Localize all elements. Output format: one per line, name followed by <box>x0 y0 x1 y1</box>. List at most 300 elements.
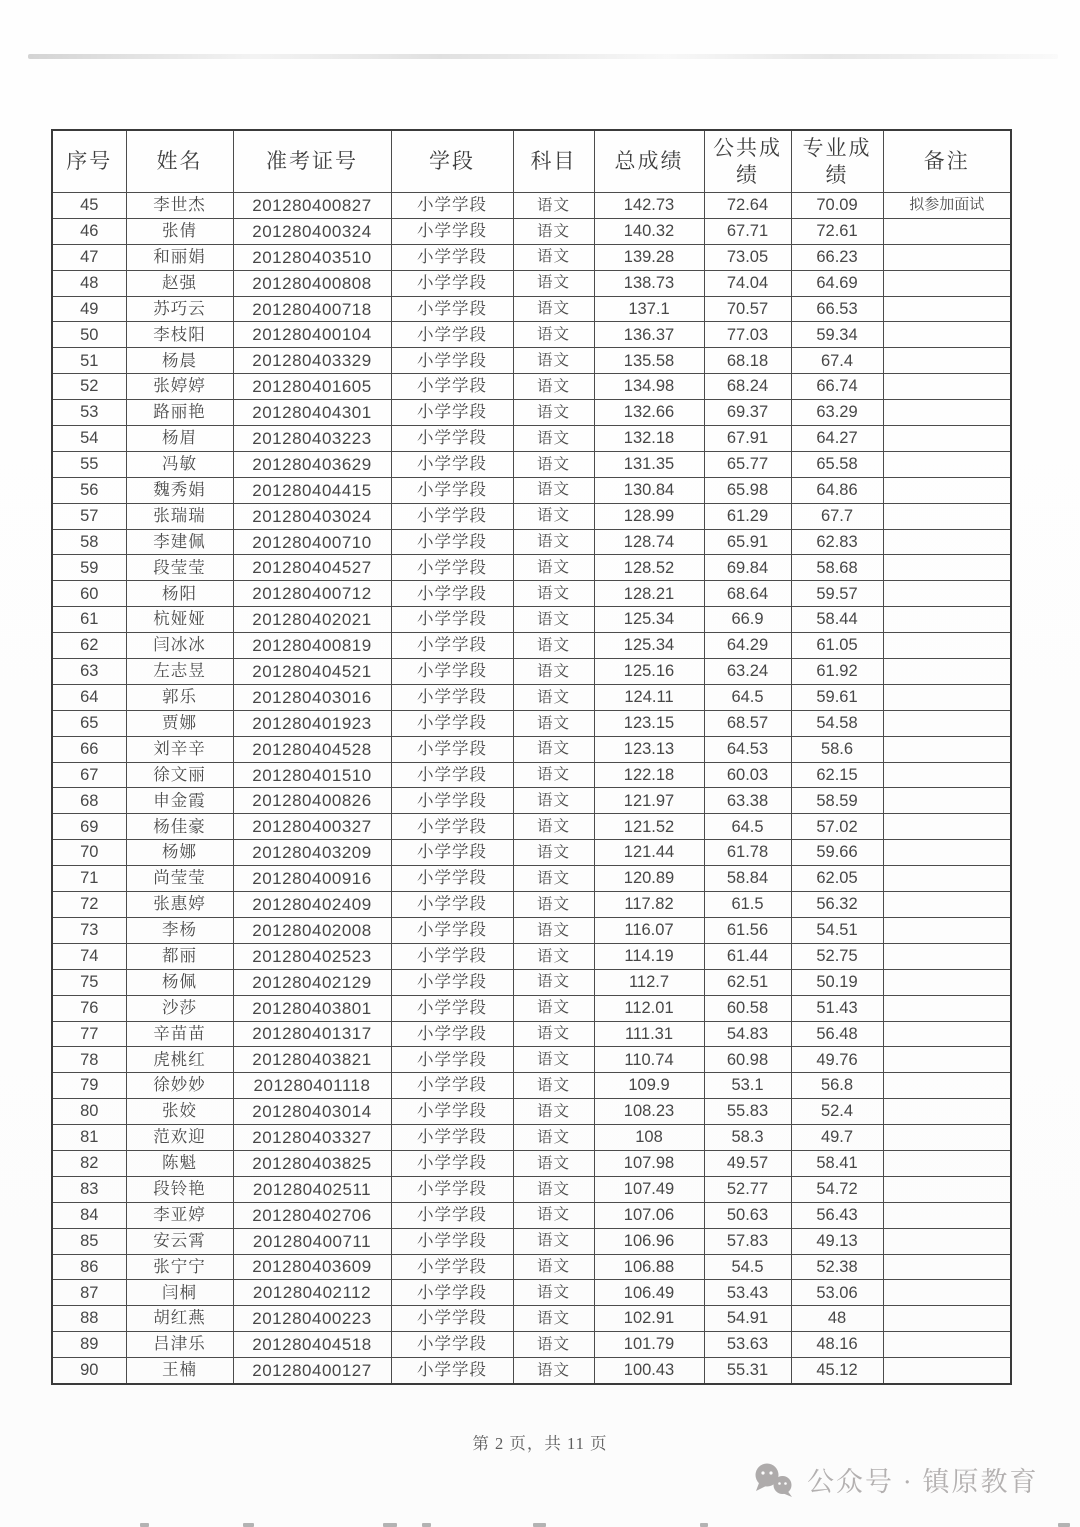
table-cell: 55.83 <box>704 1099 791 1125</box>
table-cell: 72.61 <box>791 218 883 244</box>
table-cell: 60.98 <box>704 1047 791 1073</box>
scan-artifact <box>533 1523 546 1527</box>
table-cell: 魏秀娟 <box>126 477 233 503</box>
table-cell <box>883 1176 1011 1202</box>
table-cell: 130.84 <box>594 477 704 503</box>
table-row <box>52 943 1011 969</box>
table-row <box>52 1021 1011 1047</box>
table-cell: 78 <box>52 1047 126 1073</box>
table-row <box>52 218 1011 244</box>
table-cell: 小学学段 <box>391 348 513 374</box>
table-cell: 68.24 <box>704 374 791 400</box>
table-cell: 61.56 <box>704 917 791 943</box>
scan-artifact <box>243 1523 254 1527</box>
table-cell: 54.83 <box>704 1021 791 1047</box>
table-cell: 69 <box>52 814 126 840</box>
table-cell: 小学学段 <box>391 1254 513 1280</box>
table-cell: 55 <box>52 451 126 477</box>
table-cell: 语文 <box>513 710 594 736</box>
table-cell: 语文 <box>513 193 594 219</box>
table-cell: 64.27 <box>791 426 883 452</box>
table-row <box>52 659 1011 685</box>
table-row <box>52 296 1011 322</box>
table-cell: 都丽 <box>126 943 233 969</box>
table-cell: 49.76 <box>791 1047 883 1073</box>
table-cell <box>883 581 1011 607</box>
table-cell: 语文 <box>513 866 594 892</box>
table-cell: 60.03 <box>704 762 791 788</box>
table-cell: 50.19 <box>791 969 883 995</box>
table-cell: 56.48 <box>791 1021 883 1047</box>
table-cell: 139.28 <box>594 244 704 270</box>
table-cell: 李建佩 <box>126 529 233 555</box>
table-cell: 小学学段 <box>391 1280 513 1306</box>
table-cell: 胡红燕 <box>126 1306 233 1332</box>
table-cell: 201280400223 <box>233 1306 391 1332</box>
table-cell: 61.5 <box>704 892 791 918</box>
table-cell: 语文 <box>513 1358 594 1384</box>
table-cell: 201280403821 <box>233 1047 391 1073</box>
table-cell: 201280403510 <box>233 244 391 270</box>
table-cell: 语文 <box>513 477 594 503</box>
table-cell: 55.31 <box>704 1358 791 1384</box>
table-cell: 58.3 <box>704 1125 791 1151</box>
table-cell: 68.18 <box>704 348 791 374</box>
scan-artifact <box>383 1523 397 1527</box>
table-cell: 101.79 <box>594 1332 704 1358</box>
table-cell: 63.24 <box>704 659 791 685</box>
table-cell: 小学学段 <box>391 426 513 452</box>
table-cell: 201280403629 <box>233 451 391 477</box>
table-row <box>52 892 1011 918</box>
table-cell <box>883 814 1011 840</box>
table-cell: 64 <box>52 684 126 710</box>
table-cell: 语文 <box>513 555 594 581</box>
table-row <box>52 607 1011 633</box>
table-cell: 125.34 <box>594 607 704 633</box>
table-cell: 53.43 <box>704 1280 791 1306</box>
table-cell: 90 <box>52 1358 126 1384</box>
table-cell: 小学学段 <box>391 1150 513 1176</box>
table-cell: 76 <box>52 995 126 1021</box>
table-cell: 201280403209 <box>233 840 391 866</box>
table-cell <box>883 555 1011 581</box>
table-cell <box>883 633 1011 659</box>
table-cell: 语文 <box>513 607 594 633</box>
table-cell: 语文 <box>513 917 594 943</box>
table-cell: 小学学段 <box>391 1047 513 1073</box>
table-cell <box>883 270 1011 296</box>
table-cell: 58.59 <box>791 788 883 814</box>
table-cell: 128.52 <box>594 555 704 581</box>
table-cell: 小学学段 <box>391 1099 513 1125</box>
table-cell: 201280403223 <box>233 426 391 452</box>
table-cell: 63 <box>52 659 126 685</box>
table-cell: 45.12 <box>791 1358 883 1384</box>
table-cell: 和丽娟 <box>126 244 233 270</box>
table-row <box>52 451 1011 477</box>
table-cell: 小学学段 <box>391 1021 513 1047</box>
table-cell: 拟参加面试 <box>883 193 1011 219</box>
table-cell: 201280401923 <box>233 710 391 736</box>
table-row <box>52 270 1011 296</box>
table-cell: 73.05 <box>704 244 791 270</box>
table-cell: 48 <box>52 270 126 296</box>
table-cell: 语文 <box>513 995 594 1021</box>
table-cell: 语文 <box>513 892 594 918</box>
table-cell: 张姣 <box>126 1099 233 1125</box>
table-cell: 110.74 <box>594 1047 704 1073</box>
table-row <box>52 1228 1011 1254</box>
table-cell: 小学学段 <box>391 193 513 219</box>
wechat-account-label: 公众号 · 镇原教育 <box>807 1467 1039 1497</box>
table-cell: 106.96 <box>594 1228 704 1254</box>
table-cell: 74 <box>52 943 126 969</box>
table-cell <box>883 1228 1011 1254</box>
table-cell: 201280402021 <box>233 607 391 633</box>
table-cell: 徐文丽 <box>126 762 233 788</box>
table-cell <box>883 788 1011 814</box>
table-cell: 69.84 <box>704 555 791 581</box>
table-cell: 小学学段 <box>391 866 513 892</box>
table-cell: 137.1 <box>594 296 704 322</box>
table-cell: 辛苗苗 <box>126 1021 233 1047</box>
table-cell: 小学学段 <box>391 684 513 710</box>
table-cell: 小学学段 <box>391 633 513 659</box>
table-row <box>52 917 1011 943</box>
table-cell: 61 <box>52 607 126 633</box>
table-cell: 赵强 <box>126 270 233 296</box>
header-row <box>52 130 1011 193</box>
table-cell: 小学学段 <box>391 736 513 762</box>
table-cell: 201280403014 <box>233 1099 391 1125</box>
table-cell: 64.86 <box>791 477 883 503</box>
table-cell: 201280400127 <box>233 1358 391 1384</box>
table-cell: 114.19 <box>594 943 704 969</box>
table-cell: 201280400718 <box>233 296 391 322</box>
table-cell: 71 <box>52 866 126 892</box>
table-cell: 201280400808 <box>233 270 391 296</box>
table-cell: 53.1 <box>704 1073 791 1099</box>
table-cell: 张宁宁 <box>126 1254 233 1280</box>
table-cell <box>883 659 1011 685</box>
table-cell: 66.53 <box>791 296 883 322</box>
table-cell <box>883 296 1011 322</box>
table-cell: 128.74 <box>594 529 704 555</box>
table-cell: 142.73 <box>594 193 704 219</box>
table-cell: 67.71 <box>704 218 791 244</box>
table-cell: 小学学段 <box>391 710 513 736</box>
table-cell: 小学学段 <box>391 969 513 995</box>
table-cell: 语文 <box>513 1099 594 1125</box>
table-cell: 70 <box>52 840 126 866</box>
table-cell <box>883 1125 1011 1151</box>
table-cell: 45 <box>52 193 126 219</box>
table-cell: 77 <box>52 1021 126 1047</box>
table-cell: 201280404301 <box>233 400 391 426</box>
table-cell: 语文 <box>513 633 594 659</box>
table-row <box>52 503 1011 529</box>
table-cell: 杭娅娅 <box>126 607 233 633</box>
table-cell: 语文 <box>513 1332 594 1358</box>
table-cell <box>883 322 1011 348</box>
table-row <box>52 814 1011 840</box>
table-row <box>52 581 1011 607</box>
table-cell: 61.44 <box>704 943 791 969</box>
table-cell: 小学学段 <box>391 451 513 477</box>
table-cell: 201280404518 <box>233 1332 391 1358</box>
table-cell: 小学学段 <box>391 762 513 788</box>
table-cell: 语文 <box>513 503 594 529</box>
scan-artifact <box>422 1523 431 1527</box>
table-cell <box>883 1073 1011 1099</box>
table-cell: 61.29 <box>704 503 791 529</box>
table-cell: 语文 <box>513 788 594 814</box>
table-cell: 吕津乐 <box>126 1332 233 1358</box>
table-cell: 小学学段 <box>391 374 513 400</box>
table-row <box>52 710 1011 736</box>
table-row <box>52 477 1011 503</box>
table-cell: 89 <box>52 1332 126 1358</box>
table-cell: 小学学段 <box>391 840 513 866</box>
table-cell: 120.89 <box>594 866 704 892</box>
scan-artifact <box>700 1523 708 1527</box>
table-cell: 52 <box>52 374 126 400</box>
table-cell: 87 <box>52 1280 126 1306</box>
table-cell: 201280402409 <box>233 892 391 918</box>
table-cell: 201280400324 <box>233 218 391 244</box>
table-cell: 201280403327 <box>233 1125 391 1151</box>
table-cell: 58.44 <box>791 607 883 633</box>
table-cell <box>883 348 1011 374</box>
table-cell: 68.64 <box>704 581 791 607</box>
table-cell: 66.23 <box>791 244 883 270</box>
table-cell: 语文 <box>513 969 594 995</box>
table-cell: 冯敏 <box>126 451 233 477</box>
table-row <box>52 995 1011 1021</box>
column-header: 准考证号 <box>233 130 391 193</box>
table-cell: 小学学段 <box>391 1306 513 1332</box>
table-cell: 小学学段 <box>391 1125 513 1151</box>
table-cell <box>883 866 1011 892</box>
table-cell: 语文 <box>513 1073 594 1099</box>
table-cell: 57.02 <box>791 814 883 840</box>
table-cell: 虎桃红 <box>126 1047 233 1073</box>
table-cell <box>883 1202 1011 1228</box>
table-cell: 112.01 <box>594 995 704 1021</box>
table-cell: 语文 <box>513 1280 594 1306</box>
table-cell: 56.32 <box>791 892 883 918</box>
table-cell: 语文 <box>513 1176 594 1202</box>
column-header: 序号 <box>52 130 126 193</box>
table-cell: 201280400826 <box>233 788 391 814</box>
table-cell: 语文 <box>513 451 594 477</box>
table-cell: 62.05 <box>791 866 883 892</box>
table-cell: 语文 <box>513 736 594 762</box>
table-cell: 201280402523 <box>233 943 391 969</box>
table-cell <box>883 995 1011 1021</box>
table-cell: 闫冰冰 <box>126 633 233 659</box>
table-cell: 张婷婷 <box>126 374 233 400</box>
results-table-container <box>51 129 1010 1385</box>
table-cell: 66.9 <box>704 607 791 633</box>
table-cell: 小学学段 <box>391 892 513 918</box>
table-cell: 201280401510 <box>233 762 391 788</box>
table-cell <box>883 529 1011 555</box>
table-cell <box>883 1047 1011 1073</box>
table-cell: 小学学段 <box>391 1176 513 1202</box>
table-cell: 59.57 <box>791 581 883 607</box>
table-cell: 201280401118 <box>233 1073 391 1099</box>
table-cell: 小学学段 <box>391 917 513 943</box>
table-cell <box>883 710 1011 736</box>
table-cell: 申金霞 <box>126 788 233 814</box>
table-cell: 201280400712 <box>233 581 391 607</box>
table-cell: 杨娜 <box>126 840 233 866</box>
table-cell: 54.91 <box>704 1306 791 1332</box>
table-cell: 201280403825 <box>233 1150 391 1176</box>
table-cell: 53 <box>52 400 126 426</box>
table-cell: 201280402129 <box>233 969 391 995</box>
table-cell: 59.66 <box>791 840 883 866</box>
table-cell: 小学学段 <box>391 400 513 426</box>
table-cell: 语文 <box>513 581 594 607</box>
table-cell: 134.98 <box>594 374 704 400</box>
table-cell: 59 <box>52 555 126 581</box>
table-cell: 122.18 <box>594 762 704 788</box>
table-cell: 58.6 <box>791 736 883 762</box>
table-cell <box>883 684 1011 710</box>
table-cell: 小学学段 <box>391 581 513 607</box>
table-cell: 47 <box>52 244 126 270</box>
table-cell <box>883 477 1011 503</box>
table-row <box>52 633 1011 659</box>
table-cell: 60.58 <box>704 995 791 1021</box>
table-cell: 106.88 <box>594 1254 704 1280</box>
table-cell <box>883 1332 1011 1358</box>
table-cell: 62.15 <box>791 762 883 788</box>
table-cell: 107.06 <box>594 1202 704 1228</box>
table-cell: 67.4 <box>791 348 883 374</box>
column-header: 学段 <box>391 130 513 193</box>
table-cell <box>883 840 1011 866</box>
table-cell: 201280402008 <box>233 917 391 943</box>
table-cell: 140.32 <box>594 218 704 244</box>
table-row <box>52 684 1011 710</box>
table-cell: 语文 <box>513 659 594 685</box>
table-row <box>52 1150 1011 1176</box>
table-cell: 201280403801 <box>233 995 391 1021</box>
table-cell: 49.57 <box>704 1150 791 1176</box>
table-cell: 58 <box>52 529 126 555</box>
table-row <box>52 1332 1011 1358</box>
table-cell: 语文 <box>513 296 594 322</box>
table-cell: 李世杰 <box>126 193 233 219</box>
table-row <box>52 969 1011 995</box>
column-header: 专业成绩 <box>791 130 883 193</box>
table-cell: 83 <box>52 1176 126 1202</box>
table-cell: 61.05 <box>791 633 883 659</box>
table-row <box>52 1099 1011 1125</box>
table-cell: 50 <box>52 322 126 348</box>
table-row <box>52 555 1011 581</box>
table-row <box>52 788 1011 814</box>
table-cell: 56 <box>52 477 126 503</box>
table-cell: 136.37 <box>594 322 704 348</box>
table-cell: 58.41 <box>791 1150 883 1176</box>
table-cell <box>883 1150 1011 1176</box>
table-cell: 小学学段 <box>391 322 513 348</box>
table-cell <box>883 400 1011 426</box>
table-cell: 128.21 <box>594 581 704 607</box>
table-cell: 54 <box>52 426 126 452</box>
table-cell: 49 <box>52 296 126 322</box>
table-cell: 121.44 <box>594 840 704 866</box>
table-cell: 70.57 <box>704 296 791 322</box>
table-row <box>52 866 1011 892</box>
table-cell <box>883 607 1011 633</box>
table-cell: 84 <box>52 1202 126 1228</box>
table-cell: 杨眉 <box>126 426 233 452</box>
table-cell: 88 <box>52 1306 126 1332</box>
table-cell: 64.69 <box>791 270 883 296</box>
table-cell: 74.04 <box>704 270 791 296</box>
table-cell <box>883 762 1011 788</box>
table-cell: 109.9 <box>594 1073 704 1099</box>
table-cell <box>883 451 1011 477</box>
table-row <box>52 426 1011 452</box>
table-cell: 小学学段 <box>391 1332 513 1358</box>
table-cell: 杨晨 <box>126 348 233 374</box>
table-cell <box>883 736 1011 762</box>
table-cell: 语文 <box>513 1021 594 1047</box>
table-cell: 杨佳豪 <box>126 814 233 840</box>
table-cell: 65.98 <box>704 477 791 503</box>
table-row <box>52 1306 1011 1332</box>
table-cell: 61.78 <box>704 840 791 866</box>
table-cell: 59.34 <box>791 322 883 348</box>
table-cell: 64.5 <box>704 814 791 840</box>
table-cell: 107.98 <box>594 1150 704 1176</box>
table-row <box>52 762 1011 788</box>
table-cell: 52.75 <box>791 943 883 969</box>
table-cell: 李亚婷 <box>126 1202 233 1228</box>
table-cell: 54.72 <box>791 1176 883 1202</box>
table-cell <box>883 1021 1011 1047</box>
table-cell: 60 <box>52 581 126 607</box>
table-cell: 52.77 <box>704 1176 791 1202</box>
table-cell: 语文 <box>513 270 594 296</box>
table-cell: 79 <box>52 1073 126 1099</box>
exam-results-table <box>51 129 1012 1385</box>
table-cell: 杨佩 <box>126 969 233 995</box>
table-cell: 68 <box>52 788 126 814</box>
table-cell: 54.5 <box>704 1254 791 1280</box>
table-cell: 56.8 <box>791 1073 883 1099</box>
table-cell: 132.66 <box>594 400 704 426</box>
table-cell: 201280400327 <box>233 814 391 840</box>
table-cell: 66.74 <box>791 374 883 400</box>
table-cell: 82 <box>52 1150 126 1176</box>
table-cell: 小学学段 <box>391 218 513 244</box>
table-cell: 路丽艳 <box>126 400 233 426</box>
table-cell: 201280403609 <box>233 1254 391 1280</box>
table-cell: 201280402706 <box>233 1202 391 1228</box>
table-cell: 72.64 <box>704 193 791 219</box>
table-cell: 小学学段 <box>391 503 513 529</box>
table-cell: 小学学段 <box>391 555 513 581</box>
table-cell: 125.16 <box>594 659 704 685</box>
